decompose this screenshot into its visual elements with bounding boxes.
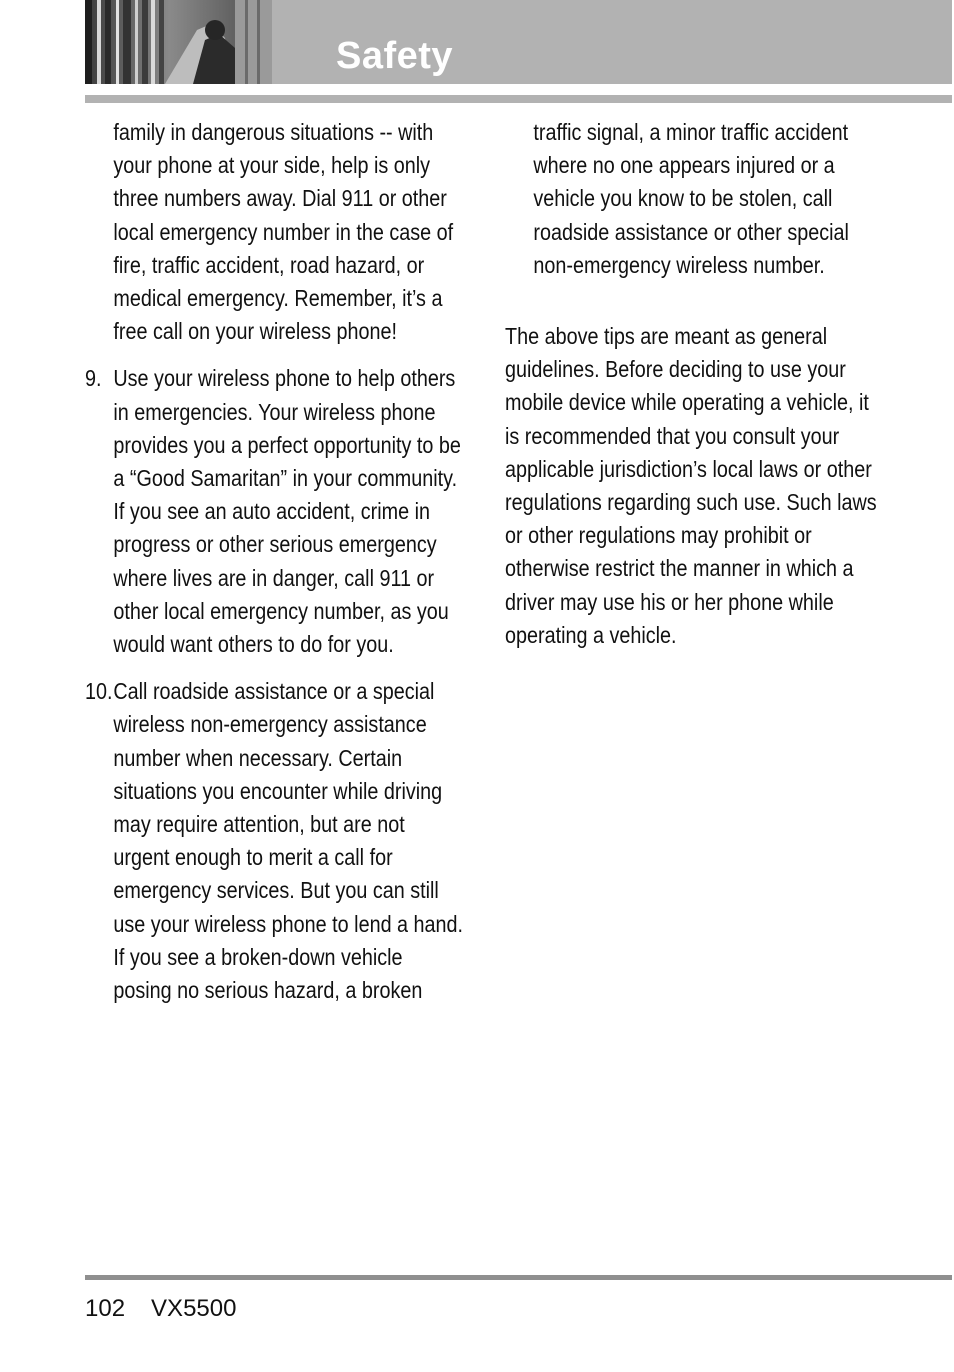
list-item-number: 9. (85, 365, 102, 392)
list-item (85, 675, 463, 1007)
left-column (85, 116, 465, 1007)
list-item-text: Call roadside assistance or a special wireless non-emergency assistance number when necessary. Certain situations you encounter while driving may require attention, but are not urgent enough to merit a call for emergency services. But you can still use your wireless phone to lend a hand. If you see a broken-down vehicle posing no serious hazard, a broken (113, 678, 464, 1004)
closing-paragraph: The above tips are meant as general guidelines. Before deciding to use your mobile device while operating a vehicle, it is recommended that you consult your applicable jurisdiction’s local laws or other regulations regarding such use. Such laws or other regulations may prohibit or otherwise restrict the manner in which a driver may use his or her phone while operating a vehicle. (505, 323, 877, 648)
footer-divider (85, 1275, 952, 1280)
header-divider (85, 95, 952, 103)
continued-paragraph: family in dangerous situations -- with your phone at your side, help is only three numbers away. Dial 911 or other local emergency number in the case of fire, traffic accident, road hazard, or medical emergency. Remember, it’s a free call on your wireless phone! (113, 119, 454, 345)
page-footer (85, 1293, 236, 1325)
right-column (505, 116, 885, 652)
list-item (85, 362, 463, 661)
page-title: Safety (336, 35, 454, 77)
page-number: 102 (85, 1295, 126, 1322)
header-photo (85, 0, 272, 84)
model-name: VX5500 (151, 1295, 237, 1322)
continued-list-text: traffic signal, a minor traffic accident where no one appears injured or a vehicle you know to be stolen, call roadside assistance or other special non-emergency wireless number. (533, 119, 849, 278)
list-item-number: 10. (85, 678, 113, 705)
list-item-text: Use your wireless phone to help others in emergencies. Your wireless phone provides you a perfect opportunity to be a “Good Samaritan” in your community. If you see an auto accident, crime in progress or other serious emergency where lives are in danger, call 911 or other local emergency number, as you would want others to do for you. (113, 365, 461, 658)
